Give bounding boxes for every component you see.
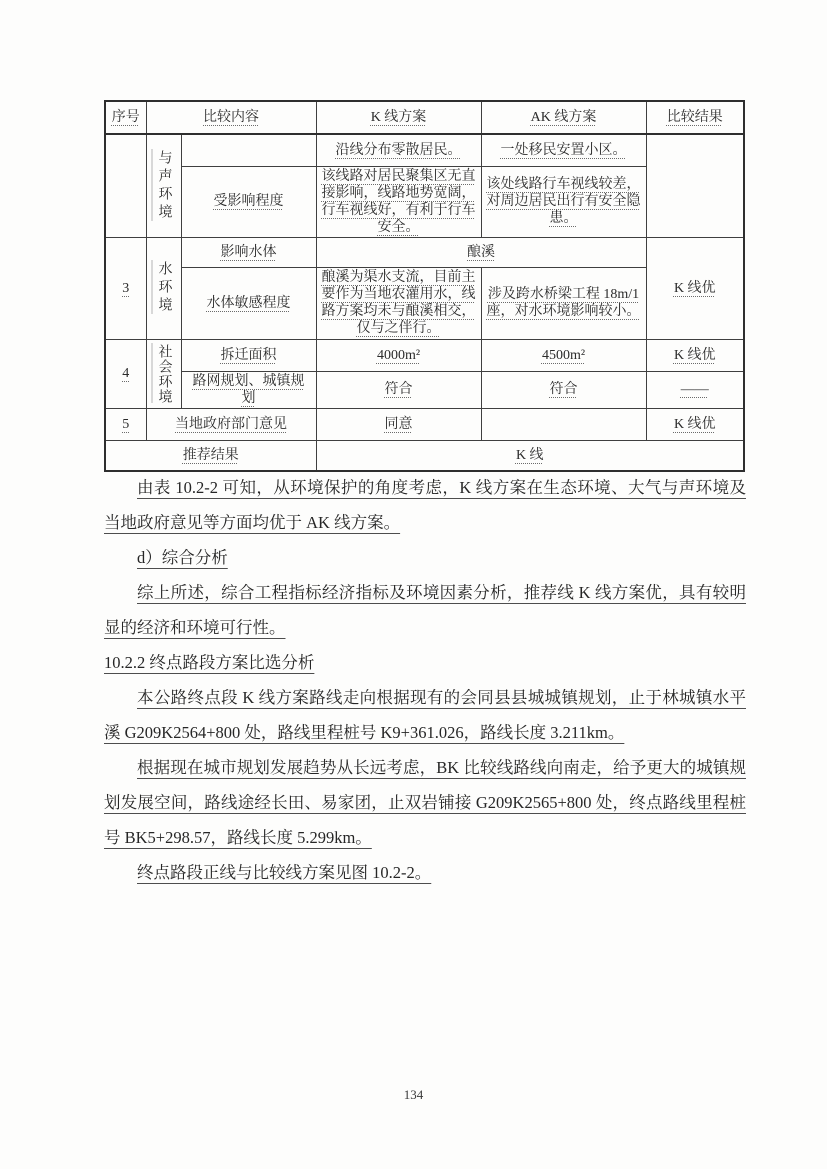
- social-r2-ak: 符合: [549, 382, 578, 397]
- cell-gov-k: [316, 408, 481, 440]
- table-row: [105, 134, 744, 166]
- cell-social-r1-k: [316, 339, 481, 371]
- header-k: [316, 101, 481, 134]
- seq-water-value: 3: [122, 280, 130, 296]
- social-r2-sub: 路网规划、城镇规划: [192, 373, 305, 406]
- body-text: [104, 470, 746, 890]
- social-r1-result: K 线优: [673, 347, 716, 363]
- header-content-label: 比较内容: [203, 110, 259, 125]
- paragraph-conclusion-text: 综上所述，综合工程指标经济指标及环境因素分析，推荐线 K 线方案优，具有较明显的经济和环境可行性。: [104, 583, 746, 637]
- gov-result: K 线优: [673, 416, 716, 432]
- cell-water-r1-sub: [181, 237, 316, 267]
- page-number: 134: [403, 1087, 424, 1102]
- noise-r2-sub: 受影响程度: [213, 194, 284, 209]
- gov-k: 同意: [384, 416, 413, 432]
- comparison-table: [104, 100, 745, 472]
- group-social-label: 社会环境: [156, 343, 172, 404]
- header-seq: [105, 101, 146, 134]
- section-heading-10-2-2: [104, 645, 746, 680]
- cell-group-noise: [146, 134, 181, 237]
- cell-seq-social: [105, 339, 146, 408]
- social-r2-k: 符合: [384, 382, 413, 397]
- cell-noise-r2-sub: [181, 166, 316, 237]
- cell-noise-r1-k: [316, 134, 481, 166]
- header-seq-label: 序号: [111, 110, 140, 125]
- cell-social-r2-ak: [481, 371, 646, 408]
- paragraph-conclusion: [104, 575, 746, 645]
- seq-gov-value: 5: [122, 416, 130, 432]
- cell-social-r1-sub: [181, 339, 316, 371]
- paragraph-table-summary: [104, 470, 746, 540]
- section-heading-text: 10.2.2 终点路段方案比选分析: [104, 653, 315, 672]
- header-content: [146, 101, 316, 134]
- water-r1-sub: 影响水体: [220, 244, 277, 260]
- social-r1-ak: 4500m²: [541, 347, 586, 363]
- cell-noise-r2-ak: [481, 166, 646, 237]
- paragraph-bk-route: [104, 750, 746, 855]
- cell-recommendation-value: [316, 440, 744, 471]
- water-r2-sub: 水体敏感程度: [206, 295, 291, 311]
- noise-r1-ak: 一处移民安置小区。: [500, 142, 627, 158]
- recommendation-value: K 线: [515, 447, 544, 463]
- cell-gov-ak: [481, 408, 646, 440]
- cell-noise-r1-ak: [481, 134, 646, 166]
- cell-social-r1-ak: [481, 339, 646, 371]
- cell-social-r1-result: [646, 339, 744, 371]
- header-result: [646, 101, 744, 134]
- cell-water-r2-sub: [181, 267, 316, 339]
- paragraph-k-route-text: 本公路终点段 K 线方案路线走向根据现有的会同县县城城镇规划，止于林城镇水平溪 G209K2564+800 处，路线里程桩号 K9+361.026，路线长度 3.211km。: [104, 688, 746, 742]
- cell-noise-result: [646, 134, 744, 237]
- noise-r2-ak: 该处线路行车视线较差，对周边居民出行有安全隐患。: [486, 177, 641, 226]
- table-header-row: [105, 101, 744, 134]
- social-r1-sub: 拆迁面积: [220, 347, 277, 363]
- noise-r1-k: 沿线分布零散居民。: [335, 142, 462, 158]
- heading-d-analysis-text: d）综合分析: [137, 548, 228, 567]
- cell-noise-r1-sub: [181, 134, 316, 166]
- header-result-label: 比较结果: [666, 110, 723, 125]
- water-r1-value: 酿溪: [467, 244, 495, 260]
- water-r2-k: 酿溪为渠水支流，目前主要作为当地农灌用水，线路方案均未与酿溪相交，仅与之伴行。: [321, 270, 476, 336]
- table-row: [105, 371, 744, 408]
- recommendation-label: 推荐结果: [182, 447, 239, 463]
- table-recommendation-row: [105, 440, 744, 471]
- cell-seq-water: [105, 237, 146, 339]
- cell-recommendation-label: [105, 440, 316, 471]
- seq-social-value: 4: [122, 366, 130, 381]
- header-ak: [481, 101, 646, 134]
- cell-gov-result: [646, 408, 744, 440]
- cell-water-r2-ak: [481, 267, 646, 339]
- cell-water-result: [646, 237, 744, 339]
- noise-r2-k: 该线路对居民聚集区无直接影响，线路地势宽阔，行车视线好，有利于行车安全。: [321, 168, 476, 235]
- group-noise-label: 与声环境: [156, 149, 172, 222]
- table-row: [105, 237, 744, 267]
- water-result: K 线优: [673, 280, 716, 296]
- cell-social-r2-result: [646, 371, 744, 408]
- cell-seq-noise: [105, 134, 146, 237]
- social-r1-k: 4000m²: [376, 347, 421, 363]
- table-row: [105, 339, 744, 371]
- heading-d-analysis: [104, 540, 746, 575]
- header-k-label: K 线方案: [370, 110, 427, 125]
- header-ak-label: AK 线方案: [530, 110, 597, 125]
- cell-water-r2-k: [316, 267, 481, 339]
- cell-gov-label: [146, 408, 316, 440]
- cell-group-social: [146, 339, 181, 408]
- cell-seq-gov: [105, 408, 146, 440]
- cell-water-r1-span: [316, 237, 646, 267]
- paragraph-figure-ref-text: 终点路段正线与比较线方案见图 10.2-2。: [137, 863, 432, 882]
- paragraph-table-summary-text: 由表 10.2-2 可知，从环境保护的角度考虑，K 线方案在生态环境、大气与声环境及当地政府意见等方面均优于 AK 线方案。: [104, 478, 746, 532]
- paragraph-figure-ref: [104, 855, 746, 890]
- paragraph-k-route: [104, 680, 746, 750]
- table-row: [105, 408, 744, 440]
- paragraph-bk-route-text: 根据现在城市规划发展趋势从长远考虑，BK 比较线路线向南走，给予更大的城镇规划发展空间，路线途经长田、易家团，止双岩铺接 G209K2565+800 处，终点路线里程桩号 BK5+298.57，路线长度 5.299km。: [104, 758, 746, 847]
- cell-social-r2-k: [316, 371, 481, 408]
- gov-label: 当地政府部门意见: [175, 416, 287, 432]
- social-r2-result: ——: [680, 382, 709, 397]
- cell-noise-r2-k: [316, 166, 481, 237]
- water-r2-ak: 涉及跨水桥梁工程 18m/1 座，对水环境影响较小。: [486, 287, 641, 319]
- cell-group-water: [146, 237, 181, 339]
- group-water-label: 水环境: [156, 261, 172, 315]
- cell-social-r2-sub: [181, 371, 316, 408]
